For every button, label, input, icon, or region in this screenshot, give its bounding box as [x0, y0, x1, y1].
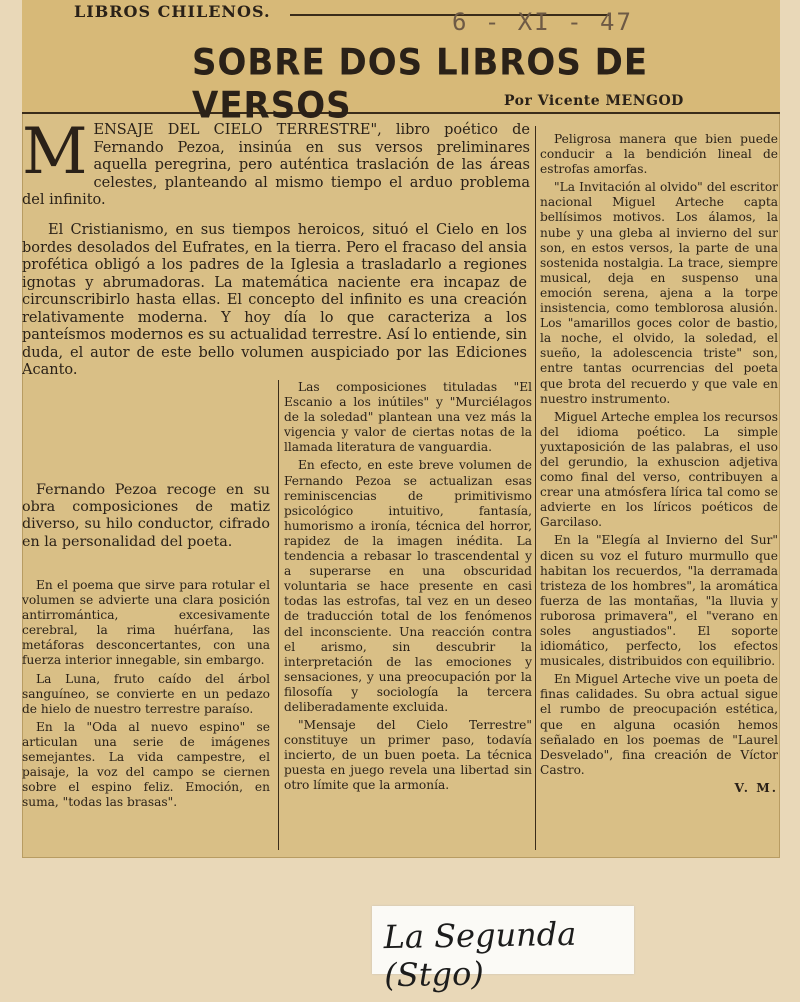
- handwritten-text: La Segunda (Stgo): [383, 914, 577, 995]
- drop-cap: M: [22, 115, 88, 189]
- section-label: LIBROS CHILENOS.: [74, 2, 271, 21]
- paragraph: Las composiciones tituladas "El Escanio a los inútiles" y "Murciélagos de la soledad" plantean una vez más la vigencia y valor de ciertas notas de la llamada literatura de vanguardia.: [284, 380, 532, 455]
- paragraph: "La Invitación al olvido" del escritor nacional Miguel Arteche capta bellísimos motivos. Los álamos, la nube y una gleba al invierno del sur son, en estos versos, la parte de una sostenida nostalgia. La trace, siempre musical, deja en suspenso una emoción serena, ajena a la torpe insistencia, como temblorosa alusión. Los "amarillos goces color de bastio, la noche, el olvido, la soledad, el sueño, la adolescencia triste" son, entre tantas ocurrencias del poeta que brota del recuerdo y que vale en nuestro instrumento.: [540, 180, 778, 406]
- column-three: [540, 132, 778, 796]
- newspaper-clipping: [22, 0, 780, 858]
- paragraph: La Luna, fruto caído del árbol sanguíneo, se convierte en un pedazo de hielo de nuestro terrestre paraíso.: [22, 671, 270, 716]
- paragraph: En la "Elegía al Invierno del Sur" dicen su voz el futuro murmullo que habitan los recuerdos, "la derramada tristeza de los hombres", la aromática fuerza de las montañas, "la lluvia y ruborosa primavera", el "verano en soles angustiados". El soporte idiomático, perfecto, los efectos musicales, distribuidos con equilibrio.: [540, 533, 778, 669]
- byline: Por Vicente MENGOD: [504, 93, 684, 109]
- paragraph: Fernando Pezoa recoge en su obra composiciones de matiz diverso, su hilo conductor, cifrado en la personalidad del poeta.: [22, 482, 270, 550]
- paragraph: En la "Oda al nuevo espino" se articulan una serie de imágenes semejantes. La vida campestre, el paisaje, la voz del campo se ciernen sobre el espino feliz. Emoción, en suma, "todas las brasas".: [22, 719, 270, 810]
- handwritten-source-note: [372, 906, 634, 995]
- date-stamp: 6 - XI - 47: [452, 8, 633, 36]
- paragraph: Miguel Arteche emplea los recursos del idioma poético. La simple yuxtaposición de las palabras, el uso del gerundio, la exhuscion adjetiva como final del verso, contribuyen a crear una atmósfera lírica tal como se advierte en los líricos poéticos de Garcilaso.: [540, 409, 778, 530]
- paragraph: "Mensaje del Cielo Terrestre" constituye un primer paso, todavía incierto, de un buen poeta. La técnica puesta en juego revela una libertad sin otro límite que la armonía.: [284, 718, 532, 793]
- column-divider-1: [278, 380, 279, 850]
- wide-paragraph: El Cristianismo, en sus tiempos heroicos, situó el Cielo en los bordes desolados del Eufrates, en la tierra. Pero el fracaso del ansia profética obligó a los padres de la Iglesia a trasladarlo a regiones ignotas y abrumadoras. La matemática naciente era incapaz de circunscribirlo hasta ellas. El concepto del infinito es una creación relativamente moderna. Y hoy día lo que caracteriza a los panteísmos modernos es su actualidad terrestre. Así lo entiende, sin duda, el autor de este bello volumen auspiciado por las Ediciones Acanto.: [22, 222, 527, 378]
- column-divider-2: [535, 126, 536, 850]
- clipping-header: [22, 0, 780, 128]
- author-initials: V. M.: [734, 780, 778, 795]
- paragraph: En el poema que sirve para rotular el volumen se advierte una clara posición antirromántica, excesivamente cerebral, la rima huérfana, las metáforas desconcertantes, con una fuerza interior innegable, sin embargo.: [22, 578, 270, 668]
- article-headline: SOBRE DOS LIBROS DE VERSOS: [192, 40, 649, 128]
- column-two: [284, 380, 532, 797]
- column-one: [22, 578, 270, 813]
- paragraph: En efecto, en este breve volumen de Fernando Pezoa se actualizan esas reminiscencias de primitivismo psicológico intuitivo, fantasía, humorismo a ironía, técnica del horror, rapidez de la imagen inédita. La tendencia a rebasar lo trascendental y a superarse en una obscuridad voluntaria se hace presente en casi todas las estrofas, tal vez en un deseo de traducción total de los fenómenos del inconsciente. Una reacción contra el arismo, sin descubrir la interpretación de las emociones y sensaciones, y una preocupación por la filosofía y sociología la tercera deliberadamente excluida.: [284, 458, 532, 714]
- paragraph: En Miguel Arteche vive un poeta de finas calidades. Su obra actual sigue el rumbo de preocupación estética, que en alguna ocasión hemos señalado en los poemas de "Laurel Desvelado", fina creación de Víctor Castro.: [540, 672, 778, 777]
- lead-text: ENSAJE DEL CIELO TERRESTRE", libro poético de Fernando Pezoa, insinúa en sus versos preliminares aquella peregrina, pero auténtica traslación de las áreas celestes, planteando al mismo tiempo el arduo problema del infinito.: [22, 122, 530, 209]
- lead-paragraph: [22, 115, 530, 218]
- paragraph: Peligrosa manera que bien puede conducir a la bendición lineal de estrofas amorfas.: [540, 132, 778, 177]
- column-one-top: [22, 482, 270, 554]
